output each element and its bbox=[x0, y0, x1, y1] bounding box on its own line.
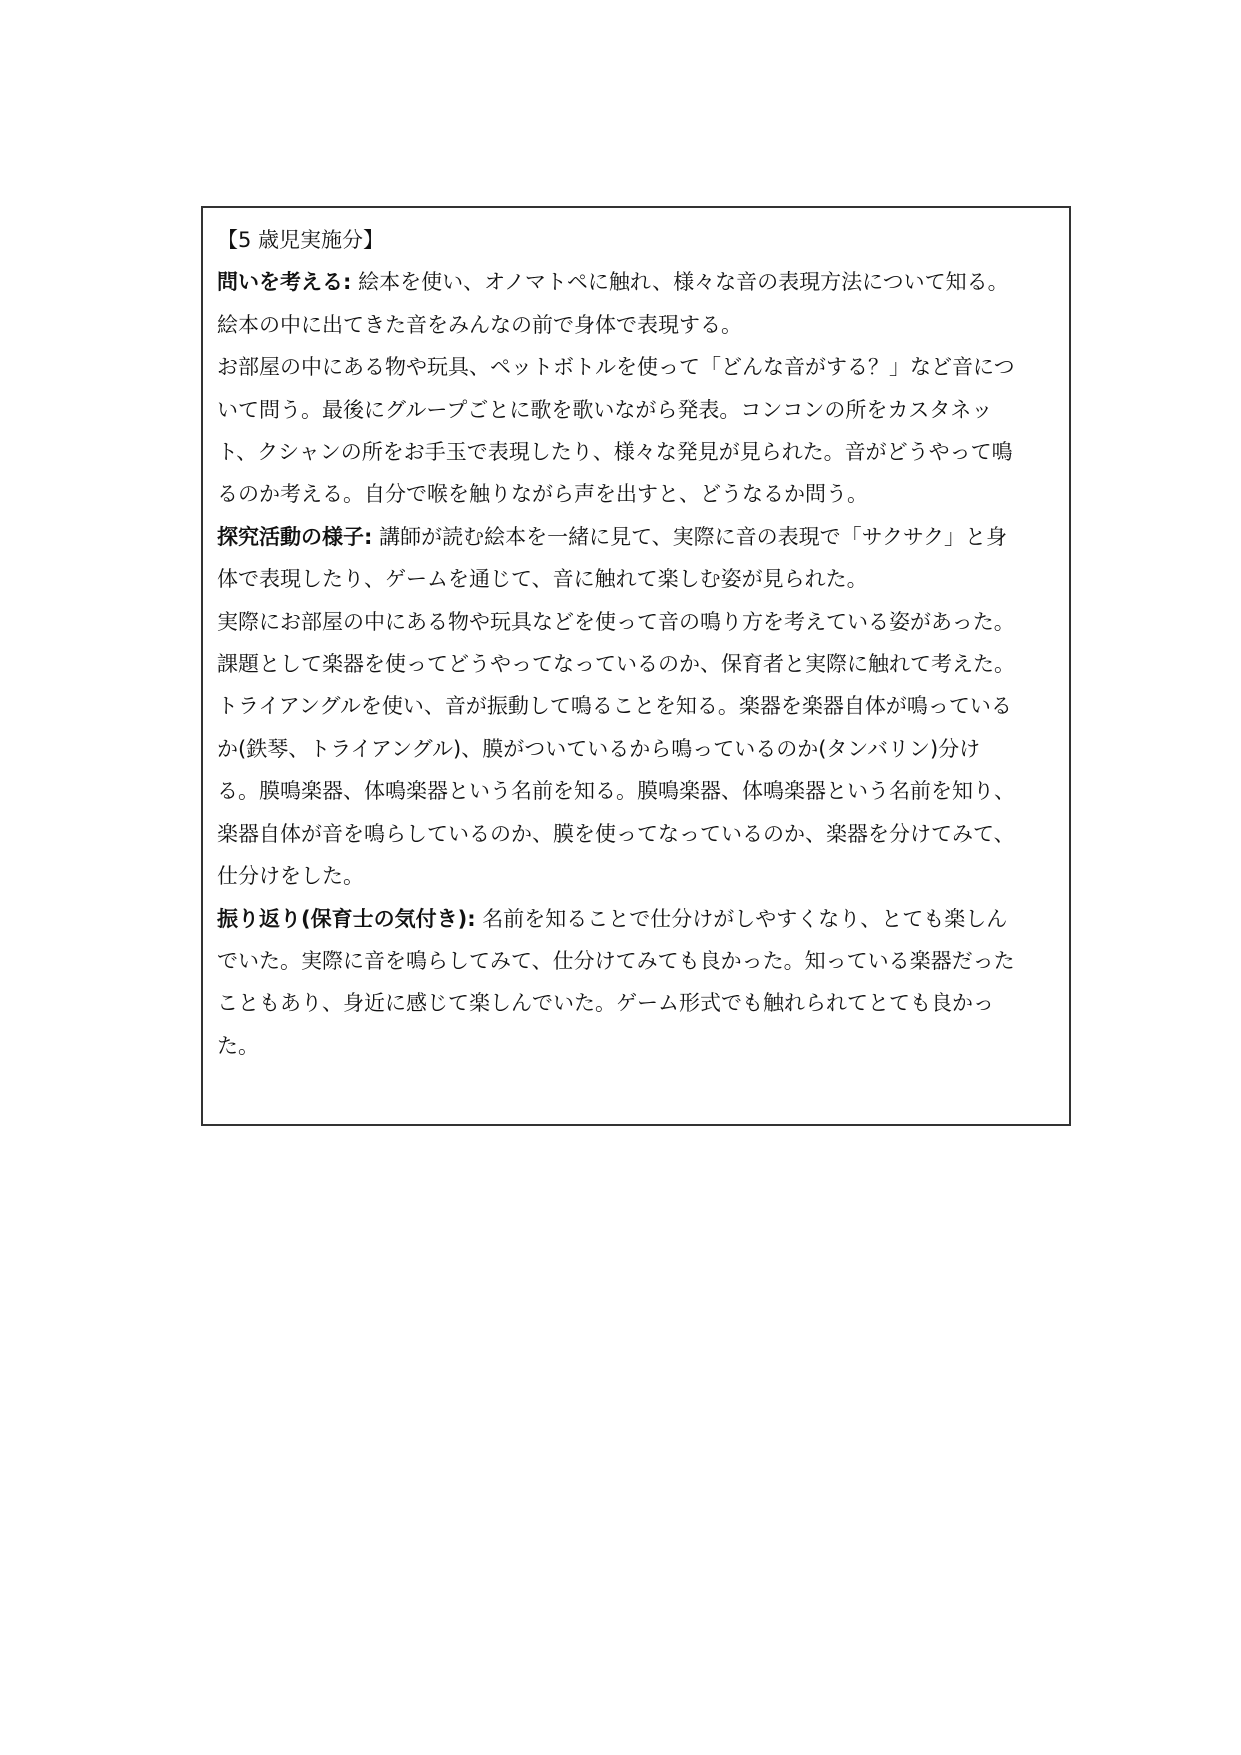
question-text: ト、クシャンの所をお手玉で表現したり、様々な発見が見られた。音がどうやって鳴 bbox=[217, 440, 1013, 465]
reflection-text: 名前を知ることで仕分けがしやすくなり、とても楽しん bbox=[475, 906, 1008, 931]
activity-text: トライアングルを使い、音が振動して鳴ることを知る。楽器を楽器自体が鳴っている bbox=[217, 694, 1012, 719]
reflection-text: でいた。実際に音を鳴らしてみて、仕分けてみても良かった。知っている楽器だった bbox=[217, 948, 1015, 973]
activity-first-line bbox=[217, 516, 1055, 558]
question-text: るのか考える。自分で喉を触りながら声を出すと、どうなるか問う。 bbox=[217, 482, 868, 507]
activity-text: か(鉄琴、トライアングル)、膜がついているから鳴っているのか(タンバリン)分け bbox=[217, 736, 981, 761]
question-text: お部屋の中にある物や玩具、ペットボトルを使って「どんな音がする？」など音につ bbox=[217, 355, 1015, 380]
activity-text: 仕分けをした。 bbox=[217, 864, 364, 889]
question-text: いて問う。最後にグループごとに歌を歌いながら発表。コンコンの所をカスタネッ bbox=[217, 397, 993, 422]
activity-text: 体で表現したり、ゲームを通じて、音に触れて楽しむ姿が見られた。 bbox=[217, 567, 868, 592]
activity-text: 課題として楽器を使ってどうやってなっているのか、保育者と実際に触れて考えた。 bbox=[217, 652, 1015, 677]
report-box bbox=[201, 206, 1071, 1126]
box-title: 【5 歳児実施分】 bbox=[217, 228, 385, 252]
reflection-text: こともあり、身近に感じて楽しんでいた。ゲーム形式でも触れられてとても良かっ bbox=[217, 991, 994, 1016]
question-first-line bbox=[217, 261, 1055, 303]
reflection-text: た。 bbox=[217, 1033, 259, 1058]
activity-heading: 探究活動の様子: bbox=[217, 524, 373, 549]
activity-text: る。膜鳴楽器、体鳴楽器という名前を知る。膜鳴楽器、体鳴楽器という名前を知り、 bbox=[217, 779, 1015, 804]
reflection-heading: 振り返り(保育士の気付き): bbox=[217, 906, 476, 931]
question-heading: 問いを考える: bbox=[217, 270, 352, 295]
activity-text: 講師が読む絵本を一緒に見て、実際に音の表現で「サクサク」と身 bbox=[372, 524, 1007, 549]
reflection-first-line bbox=[217, 898, 1055, 940]
question-text: 絵本を使い、オノマトペに触れ、様々な音の表現方法について知る。 bbox=[351, 270, 1009, 295]
activity-text: 実際にお部屋の中にある物や玩具などを使って音の鳴り方を考えている姿があった。 bbox=[217, 609, 1015, 634]
activity-text: 楽器自体が音を鳴らしているのか、膜を使ってなっているのか、楽器を分けてみて、 bbox=[217, 821, 1015, 846]
question-text: 絵本の中に出てきた音をみんなの前で身体で表現する。 bbox=[217, 312, 742, 337]
